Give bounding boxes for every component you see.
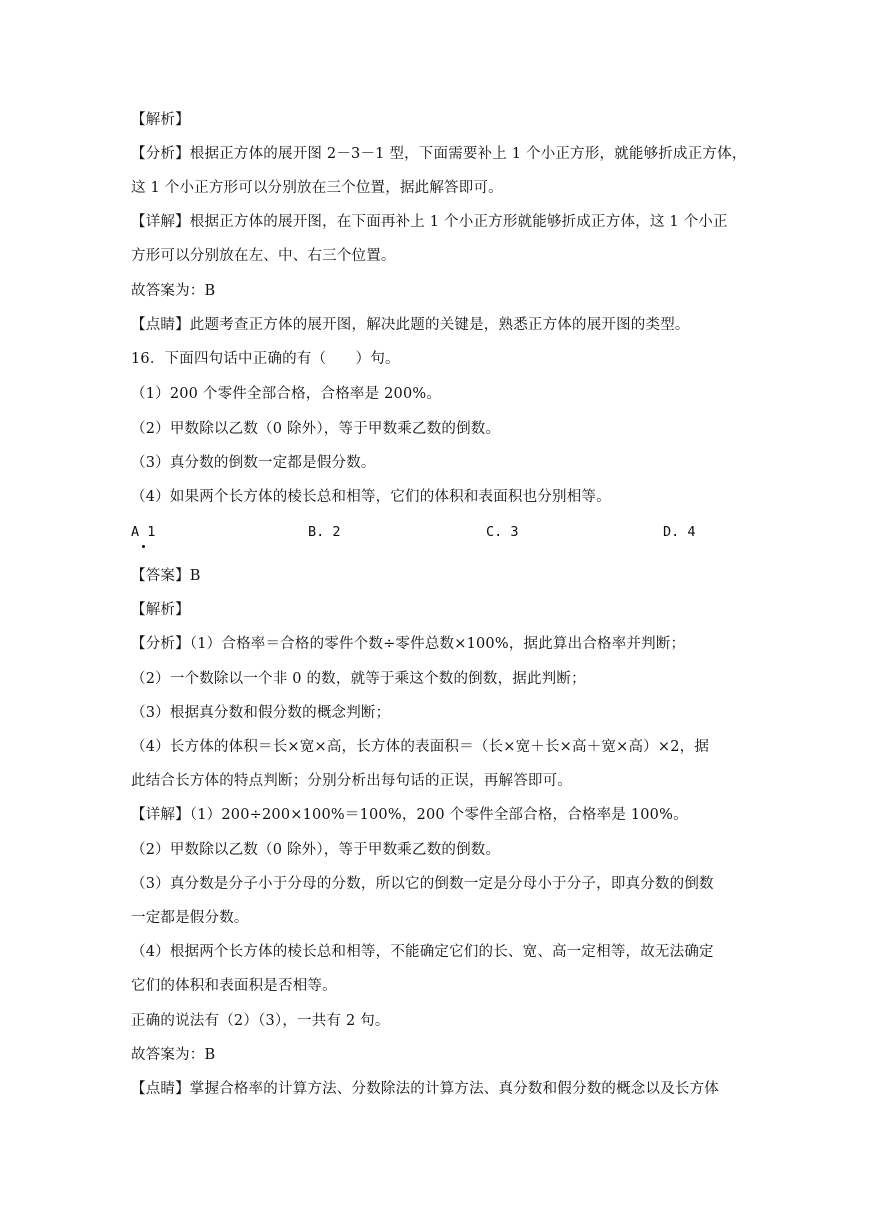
- paragraph-line: 这 1 个小正方形可以分别放在三个位置，据此解答即可。: [131, 180, 503, 196]
- paragraph-line: （4）长方体的体积＝长×宽×高，长方体的表面积＝（长×宽＋长×高＋宽×高）×2，据: [131, 739, 710, 755]
- paragraph-line: 一定都是假分数。: [131, 910, 249, 926]
- statement-line: （4）如果两个长方体的棱长总和相等，它们的体积和表面积也分别相等。: [131, 489, 611, 505]
- question-title: 16．下面四句话中正确的有（ ）句。: [131, 351, 400, 367]
- statement-line: （3）真分数的倒数一定都是假分数。: [131, 455, 376, 471]
- paragraph-line: （3）根据真分数和假分数的概念判断；: [131, 705, 391, 721]
- paragraph-line: 方形可以分别放在左、中、右三个位置。: [131, 248, 396, 264]
- statement-line: （1）200 个零件全部合格，合格率是 200%。: [131, 386, 442, 402]
- option-a: A 1: [131, 524, 156, 540]
- option-c: C. 3: [486, 524, 519, 540]
- paragraph-line: 它们的体积和表面积是否相等。: [131, 978, 337, 994]
- answer-line: 故答案为：B: [131, 1047, 216, 1063]
- option-a-dot: [142, 545, 145, 548]
- paragraph-line: 【点睛】掌握合格率的计算方法、分数除法的计算方法、真分数和假分数的概念以及长方体: [131, 1081, 719, 1097]
- paragraph-line: （2）甲数除以乙数（0 除外），等于甲数乘乙数的倒数。: [131, 842, 501, 858]
- paragraph-line: （2）一个数除以一个非 0 的数，就等于乘这个数的倒数，据此判断；: [131, 671, 586, 687]
- analysis-heading: 【解析】: [131, 602, 190, 618]
- answer-line: 故答案为：B: [131, 283, 216, 299]
- option-b: B. 2: [308, 524, 341, 540]
- analysis-heading: 【解析】: [131, 112, 190, 128]
- paragraph-line: （3）真分数是分子小于分母的分数，所以它的倒数一定是分母小于分子，即真分数的倒数: [131, 876, 714, 892]
- option-d: D. 4: [663, 524, 696, 540]
- paragraph-line: 【点睛】此题考查正方体的展开图，解决此题的关键是，熟悉正方体的展开图的类型。: [131, 317, 690, 333]
- paragraph-line: （4）根据两个长方体的棱长总和相等，不能确定它们的长、宽、高一定相等，故无法确定: [131, 944, 714, 960]
- paragraph-line: 【详解】（1）200÷200×100%＝100%，200 个零件全部合格，合格率是 100%。: [131, 807, 688, 823]
- paragraph-line: 【详解】根据正方体的展开图，在下面再补上 1 个小正方形就能够折成正方体，这 1 个小正: [131, 214, 728, 230]
- answer-heading: 【答案】B: [131, 568, 201, 584]
- paragraph-line: 【分析】（1）合格率＝合格的零件个数÷零件总数×100%，据此算出合格率并判断；: [131, 636, 686, 652]
- statement-line: （2）甲数除以乙数（0 除外），等于甲数乘乙数的倒数。: [131, 421, 501, 437]
- paragraph-line: 此结合长方体的特点判断；分别分析出每句话的正误，再解答即可。: [131, 773, 572, 789]
- paragraph-line: 正确的说法有（2）（3），一共有 2 句。: [131, 1013, 390, 1029]
- paragraph-line: 【分析】根据正方体的展开图 2－3－1 型，下面需要补上 1 个小正方形，就能够折成正方体，: [131, 146, 747, 162]
